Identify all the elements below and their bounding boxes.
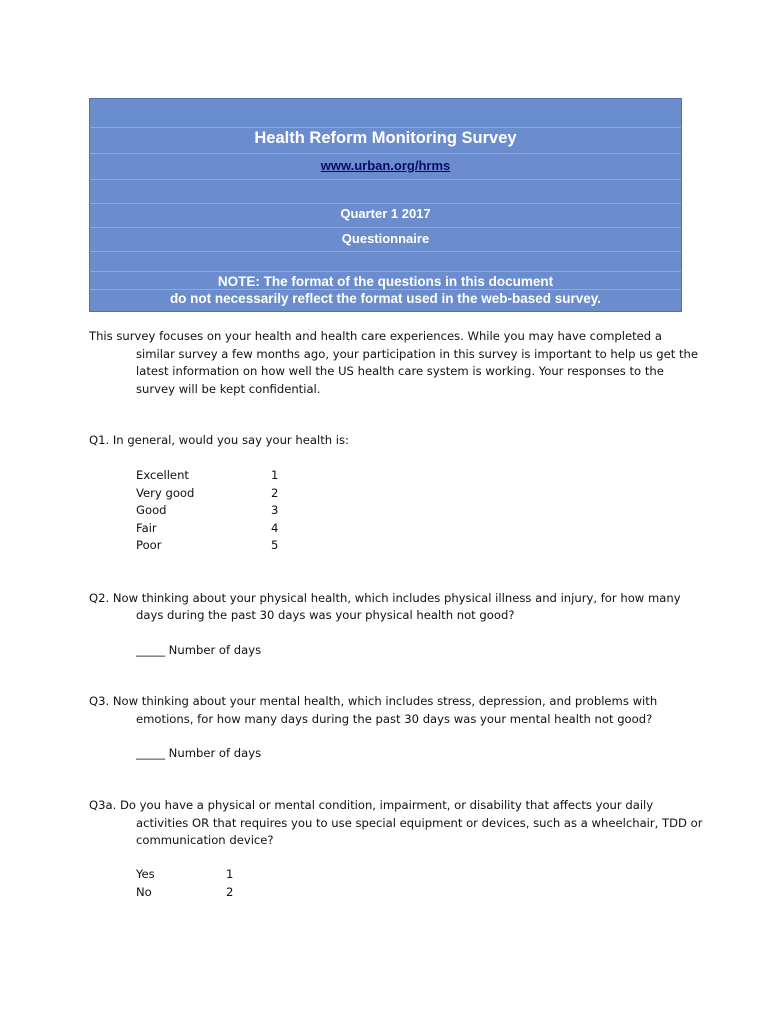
survey-subtitle: Questionnaire (341, 231, 430, 246)
divider (90, 127, 681, 128)
q2-question-line1: Q2. Now thinking about your physical health, which includes physical illness and injury, for how many (89, 591, 681, 605)
intro-line4: survey will be kept confidential. (136, 382, 321, 396)
q2-question-line2: days during the past 30 days was your physical health not good? (136, 608, 515, 622)
q3-question-line2: emotions, for how many days during the past 30 days was your mental health not good? (136, 712, 653, 726)
q1-option-label: Good (136, 503, 167, 517)
survey-quarter: Quarter 1 2017 (340, 206, 431, 221)
intro-line2: similar survey a few months ago, your participation in this survey is important to help us get the (136, 347, 699, 361)
q3a-question-line2: activities OR that requires you to use special equipment or devices, such as a wheelchair, TDD or (136, 816, 703, 830)
survey-title: Health Reform Monitoring Survey (254, 129, 517, 147)
q3a-option-code: 1 (226, 867, 234, 881)
q2-days-blank: _____ Number of days (136, 643, 262, 657)
divider (90, 271, 681, 272)
q1-question: Q1. In general, would you say your health is: (89, 433, 349, 447)
intro-line1: This survey focuses on your health and health care experiences. While you may have completed a (89, 329, 662, 343)
q1-option-label: Very good (136, 486, 195, 500)
survey-url-link[interactable]: www.urban.org/hrms (320, 158, 451, 173)
q3a-option-label: No (136, 885, 152, 899)
q3-days-blank: _____ Number of days (136, 746, 262, 760)
q1-option-code: 2 (271, 486, 279, 500)
survey-header (89, 98, 682, 312)
q1-option-code: 3 (271, 503, 279, 517)
divider (90, 179, 681, 180)
q1-option-label: Fair (136, 521, 157, 535)
q3a-option-label: Yes (136, 867, 155, 881)
q3a-option-code: 2 (226, 885, 234, 899)
q1-option-label: Excellent (136, 468, 189, 482)
divider (90, 289, 681, 290)
divider (90, 251, 681, 252)
divider (90, 153, 681, 154)
q3-question-line1: Q3. Now thinking about your mental health, which includes stress, depression, and problems with (89, 694, 658, 708)
q1-option-code: 4 (271, 521, 279, 535)
q3a-question-line1: Q3a. Do you have a physical or mental condition, impairment, or disability that affects your daily (89, 798, 654, 812)
q1-option-code: 1 (271, 468, 279, 482)
intro-line3: latest information on how well the US health care system is working. Your responses to the (136, 364, 664, 378)
divider (90, 203, 681, 204)
divider (90, 227, 681, 228)
format-note-line2: do not necessarily reflect the format used in the web-based survey. (169, 291, 602, 306)
q1-option-code: 5 (271, 538, 279, 552)
q3a-question-line3: communication device? (136, 833, 274, 847)
format-note-line1: NOTE: The format of the questions in this document (217, 274, 554, 289)
q1-option-label: Poor (136, 538, 162, 552)
